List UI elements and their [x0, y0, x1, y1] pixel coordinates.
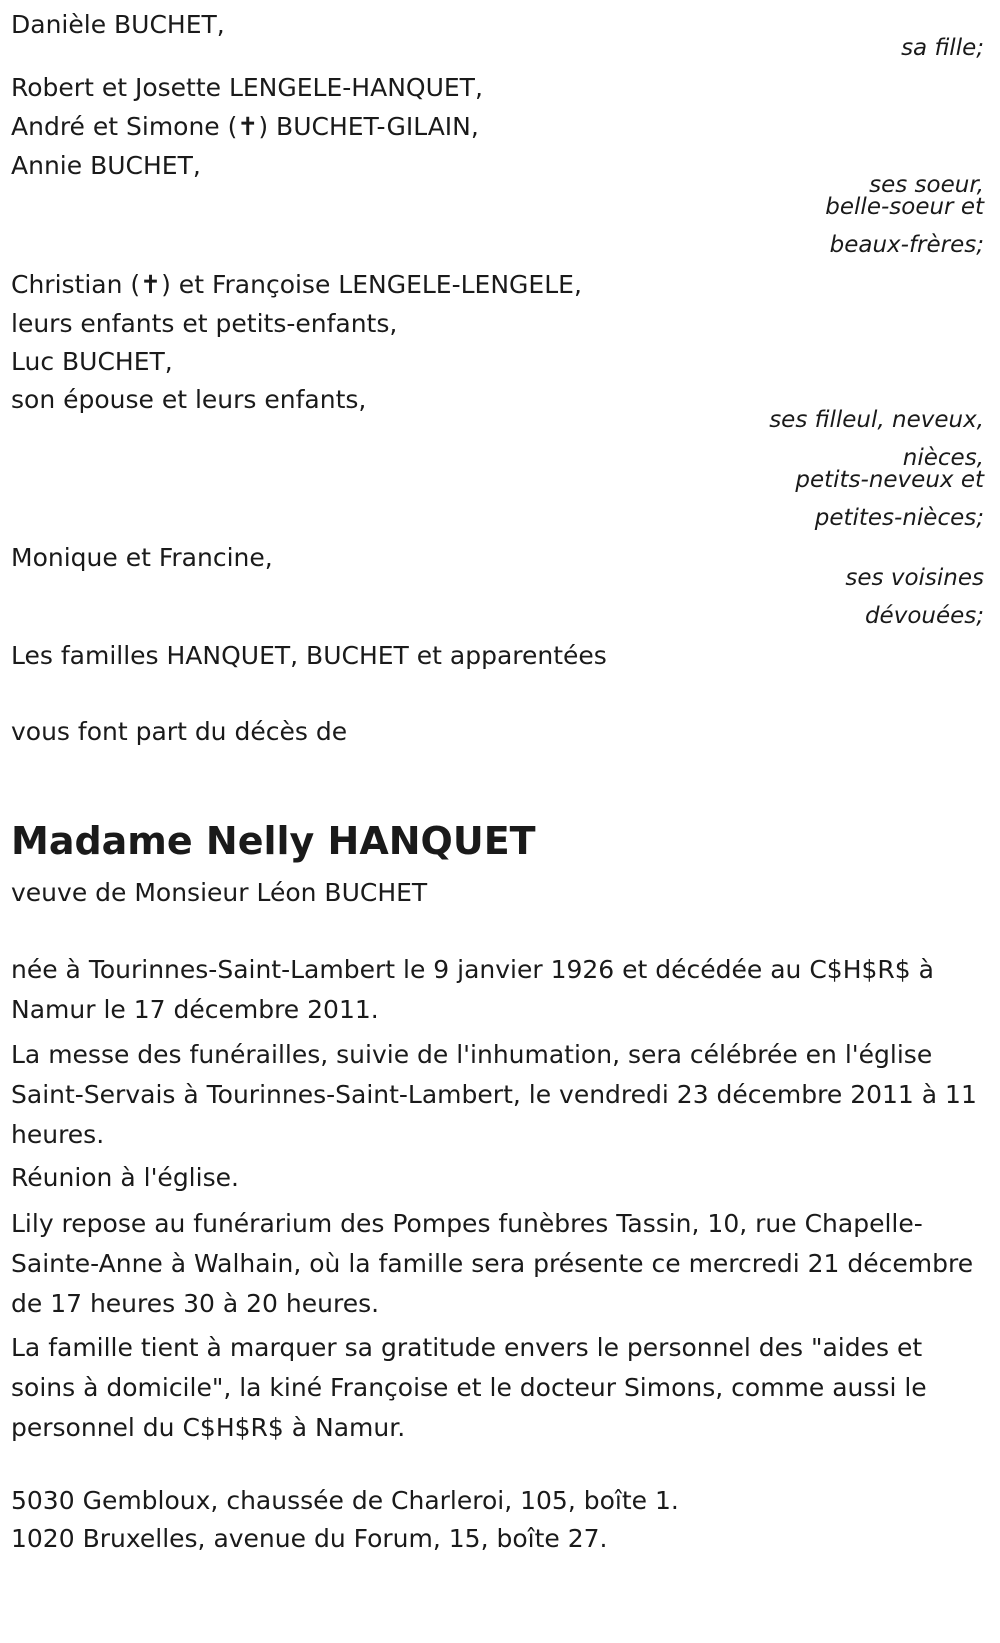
- address-gembloux: 5030 Gembloux, chaussée de Charleroi, 105, boîte 1.: [11, 1486, 679, 1515]
- family-member-robert-josette: Robert et Josette LENGELE-HANQUET,: [11, 73, 483, 102]
- family-member-neighbours: Monique et Francine,: [11, 543, 273, 572]
- family-member-christian-francoise: Christian (✝) et Françoise LENGELE-LENGELE,: [11, 270, 582, 299]
- repose-paragraph: Lily repose au funérarium des Pompes funèbres Tassin, 10, rue Chapelle-Sainte-Anne à Walhain, où la famille sera présente ce mercredi 21 décembre de 17 heures 30 à 20 heures.: [11, 1209, 974, 1318]
- family-member-daughter: Danièle BUCHET,: [11, 10, 225, 39]
- address-bruxelles: 1020 Bruxelles, avenue du Forum, 15, boîte 27.: [11, 1524, 608, 1553]
- relation-sister-in-law: belle-soeur et: [825, 194, 984, 220]
- gratitude-paragraph: La famille tient à marquer sa gratitude envers le personnel des "aides et soins à domicile", la kiné Françoise et le docteur Simons, comme aussi le personnel du C$H$R$ à Namur.: [11, 1333, 927, 1442]
- family-member-luc: Luc BUCHET,: [11, 347, 173, 376]
- reunion-paragraph: Réunion à l'église.: [11, 1163, 239, 1192]
- relation-devoted: dévouées;: [864, 603, 984, 629]
- family-member-spouse-children: son épouse et leurs enfants,: [11, 385, 367, 414]
- funeral-paragraph: La messe des funérailles, suivie de l'inhumation, sera célébrée en l'église Saint-Servais à Tourinnes-Saint-Lambert, le vendredi 23 décembre 2011 à 11 heures.: [11, 1040, 977, 1149]
- relation-daughter: sa fille;: [901, 35, 984, 61]
- family-member-andre-simone: André et Simone (✝) BUCHET-GILAIN,: [11, 112, 479, 141]
- relation-brothers-in-law: beaux-frères;: [829, 232, 984, 258]
- relation-grandnieces: petites-nièces;: [814, 505, 984, 531]
- family-member-families: Les familles HANQUET, BUCHET et apparentées: [11, 641, 607, 670]
- relation-godson-nephews: ses filleul, neveux,: [769, 407, 984, 433]
- deceased-name: Madame Nelly HANQUET: [11, 819, 536, 863]
- birth-death-paragraph: née à Tourinnes-Saint-Lambert le 9 janvier 1926 et décédée au C$H$R$ à Namur le 17 décembre 2011.: [11, 955, 934, 1024]
- widow-of-text: veuve de Monsieur Léon BUCHET: [11, 878, 428, 907]
- announcement-text: vous font part du décès de: [11, 717, 348, 746]
- family-member-annie: Annie BUCHET,: [11, 151, 201, 180]
- relation-neighbours: ses voisines: [845, 565, 984, 591]
- relation-sister: ses soeur,: [869, 172, 984, 198]
- relation-grandnephews: petits-neveux et: [795, 467, 984, 493]
- family-member-children-grandchildren: leurs enfants et petits-enfants,: [11, 309, 398, 338]
- relation-nieces: nièces,: [902, 445, 984, 471]
